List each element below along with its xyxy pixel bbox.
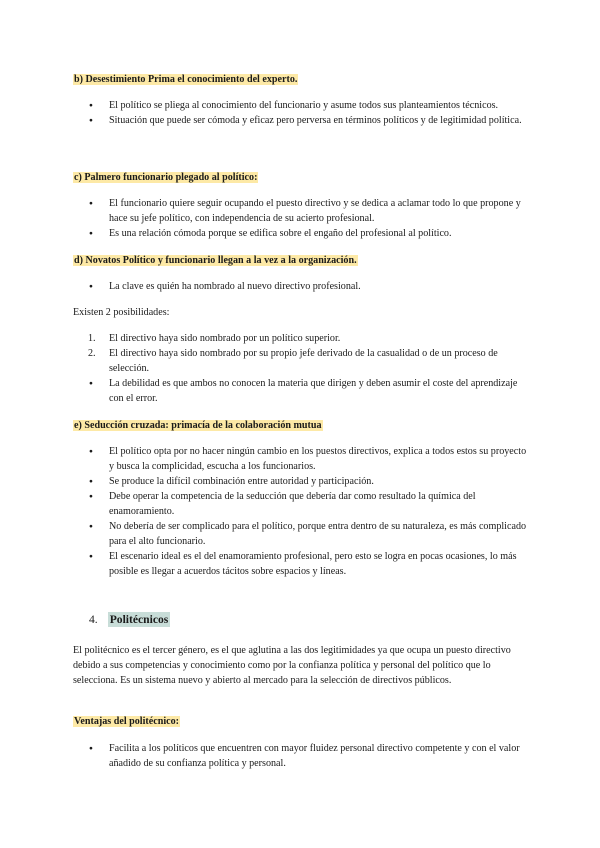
numbered-list-d: [89, 331, 529, 376]
list-item: ● No debería de ser complicado para el político, porque entra dentro de su naturaleza, es más complicado para el alto funcionario.: [89, 519, 529, 549]
section-heading-b: b) Desestimiento Prima el conocimiento del experto.: [74, 74, 298, 85]
list-item: ● La clave es quién ha nombrado al nuevo directivo profesional.: [89, 279, 529, 294]
paragraph: Existen 2 posibilidades:: [73, 307, 170, 318]
list-item: ● El escenario ideal es el del enamoramiento profesional, pero esto se logra en pocas ocasiones, lo más posible es llegar a acuerdos tácitos sobre espacios y líneas.: [89, 549, 529, 579]
list-item: ● Debe operar la competencia de la seducción que debería dar como resultado la química del enamoramiento.: [89, 489, 529, 519]
bullet-list-d: [89, 279, 529, 294]
list-item: 1. El directivo haya sido nombrado por un político superior.: [88, 333, 341, 344]
list-item: 2. El directivo haya sido nombrado por su propio jefe derivado de la casualidad o de un proceso de selección.: [88, 348, 498, 374]
ventajas-heading: Ventajas del politécnico:: [74, 716, 180, 727]
list-item: ● El funcionario quiere seguir ocupando el puesto directivo y se dedica a aclamar todo lo que propone y hace su jefe político, con independencia de su acierto profesional.: [89, 196, 529, 226]
bullet-list-b: [89, 98, 529, 128]
list-item: ● El político opta por no hacer ningún cambio en los puestos directivos, explica a todos estos su proyecto y busca la complicidad, escucha a los funcionarios.: [89, 444, 529, 474]
list-item: ● Facilita a los políticos que encuentren con mayor fluidez personal directivo competente y con el valor añadido de su confianza política y personal.: [89, 741, 529, 771]
bullet-list-c: [89, 196, 529, 241]
bullet-list-d-after: [89, 376, 529, 406]
list-item: ● Es una relación cómoda porque se edifica sobre el engaño del profesional al político.: [89, 226, 529, 241]
section-heading-c: c) Palmero funcionario plegado al político:: [74, 172, 258, 183]
section-heading-d: d) Novatos Político y funcionario llegan a la vez a la organización.: [74, 255, 357, 266]
bullet-list-e: [89, 444, 529, 579]
section-heading-e: e) Seducción cruzada: primacía de la colaboración mutua: [74, 420, 322, 431]
bullet-list-ventajas: [89, 741, 529, 771]
list-item: ● La debilidad es que ambos no conocen la materia que dirigen y deben asumir el coste del aprendizaje con el error.: [89, 376, 529, 406]
list-item: ● Situación que puede ser cómoda y eficaz pero perversa en términos políticos y de legitimidad política.: [89, 113, 529, 128]
chapter-paragraph: El politécnico es el tercer género, es el que aglutina a las dos legitimidades ya que ocupa un puesto directivo debido a sus competencias y conocimiento como por la confianza política y personal del político que lo selecciona. Es un sistema nuevo y abierto al mercado para la selección de directivos públicos.: [73, 645, 511, 686]
chapter-title: 4. Politécnicos: [89, 613, 169, 626]
list-item: ● Se produce la difícil combinación entre autoridad y participación.: [89, 474, 529, 489]
list-item: ● El político se pliega al conocimiento del funcionario y asume todos sus planteamientos técnicos.: [89, 98, 529, 113]
